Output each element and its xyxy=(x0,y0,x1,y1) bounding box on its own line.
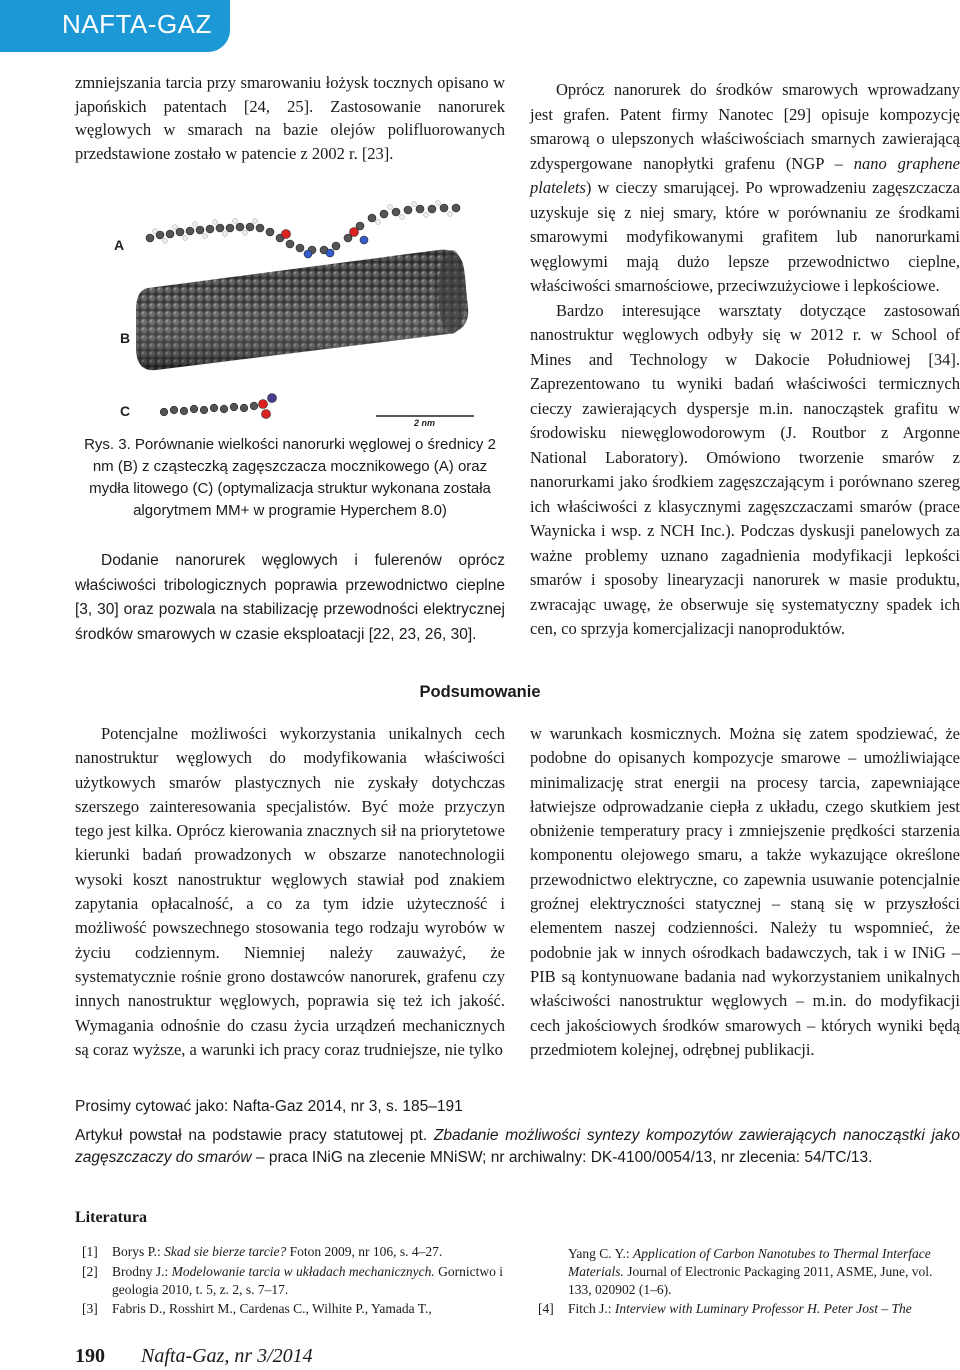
figure-label-c: C xyxy=(120,403,131,419)
figure-caption: Rys. 3. Porównanie wielkości nanorurki węglowej o średnicy 2 nm (B) z cząsteczką zagęszczacza mocznikowego (A) oraz mydła litowego (C) (optymalizacja struktur wykonana została algorytmem MM+ w programie Hyperchem 8.0) xyxy=(84,436,496,519)
right-top-column xyxy=(530,78,960,642)
article-basis-note: Artykuł powstał na podstawie pracy statutowej pt. Zbadanie możliwości syntezy kompozytów zawierających nanocząstki jako zagęszczaczy do smarów – praca INiG na zlecenie MNiSW; nr archiwalny: DK-4100/0054/13, nr zlecenia: 54/TC/13. xyxy=(75,1127,960,1166)
reference-item: [1] Borys P.: Skad sie bierze tarcie? Foton 2009, nr 106, s. 4–27. xyxy=(82,1244,443,1259)
reference-item: [4] Fitch J.: Interview with Luminary Professor H. Peter Jost – The xyxy=(538,1301,912,1316)
left-mid-column xyxy=(75,549,505,647)
summary-left-column xyxy=(75,722,505,1062)
reference-item: [2] Brodny J.: Modelowanie tarcia w układach mechanicznych. Gornictwo i geologia 2010, t. 5, z. 2, s. 7–17. xyxy=(82,1264,503,1297)
page-footer xyxy=(75,1345,313,1368)
footer-journal: Nafta-Gaz, nr 3/2014 xyxy=(141,1345,313,1367)
page-number: 190 xyxy=(75,1345,105,1367)
summary-right-paragraph: w warunkach kosmicznych. Można się zatem spodziewać, że podobne do opisanych kompozycje smarowe – umożliwiające minimalizację strat energii na procesy tarcia, zapewniające łatwiejsze odprowadzanie ciepła z układu, czego skutkiem jest obniżenie temperatury pracy i zmniejszenie prędkości starzenia komponentu olejowego smaru, a także wykazujące określone przewodnictwo elektryczne, co zapewnia usuwanie potencjalnie groźnej elektryczności statycznej – staną się w przyszłości elementem naszej codzienności. Należy tu wspomnieć, że podobnie jak w innych ośrodkach badawczych, tak i w INiG – PIB są kontynuowane badania nad wykorzystaniem unikalnych właściwości nanostruktur węglowych – m.in. do modyfikacji cech jakościowych środków smarowych – których wyniki będą przedmiotem kolejnej, odrębnej publikacji. xyxy=(530,724,960,1059)
right-paragraph-workshops: Bardzo interesujące warsztaty dotyczące zastosowań nanostruktur węglowych odbyły się w 2012 r. w School of Mines and Technology w Dakocie Południowej [34]. Zaprezentowano tu wyniki badań właściwości termicznych cieczy zawierających dyspersje m.in. nanocząstek grafitu w środowisku niewęglowodorowym (J. Routbor z Argonne National Laboratory). Omówiono tworzenie smarów z nanorurkami jako środkiem zagęszczającym i porównano szereg ich właściwości z klasycznymi zagęszczaczami smarów (prace Waynicka i wsp. z NCH Inc.). Podczas dyskusji panelowych za ważne problemy uznano zagadnienia modyfikacji lepkości smarów i sposoby linearyzacji nanorurek w masie produktu, zwracając uwagę, że obserwuje się systematyczny spadek ich cen, co sprzyja komercjalizacji nanoproduktów. xyxy=(530,300,960,638)
citation-line: Prosimy cytować jako: Nafta-Gaz 2014, nr 3, s. 185–191 xyxy=(75,1098,463,1115)
figure-label-b: B xyxy=(120,330,131,346)
journal-header-title: NAFTA-GAZ xyxy=(62,9,212,39)
summary-heading: Podsumowanie xyxy=(419,683,541,701)
reference-item-continued: Yang C. Y.: Application of Carbon Nanotubes to Thermal Interface Materials. Journal of Electronic Packaging 2011, ASME, June, vol. 133, 020902 (1–6). xyxy=(568,1246,933,1297)
reference-item: [3] Fabris D., Rosshirt M., Cardenas C., Wilhite P., Yamada T., xyxy=(82,1301,432,1316)
left-mid-paragraph: Dodanie nanorurek węglowych i fulerenów oprócz właściwości tribologicznych poprawia przewodnictwo cieplne [3, 30] oraz pozwala na stabilizację przewodności elektrycznej środków smarowych w czasie eksploatacji [22, 23, 26, 30]. xyxy=(75,552,505,643)
molecule-c-chain xyxy=(160,402,258,416)
right-paragraph-graphene: Oprócz nanorurek do środków smarowych wprowadzany jest grafen. Patent firmy Nanotec [29] opisuje kompozycję smarową o ulepszonych właściwościach smarnych zawierającą zdyspergowane nanopłytki grafenu (NGP – nano graphene platelets) w cieczy smarującej. Po wprowadzeniu zagęszczacza uzyskuje się z niej smary, które w porównaniu ze środkami smarowymi modyfikowanymi grafitem lub nanorurkami węglowymi mają dużo lepsze przewodnictwo cieplne, właściwości smarnościowe, przeciwzużyciowe i lepkościowe. xyxy=(530,80,960,295)
nanotube-figure xyxy=(108,198,480,430)
molecule-a-chain xyxy=(146,204,460,254)
literature-heading: Literatura xyxy=(75,1209,147,1226)
molecule-c-heteroatoms xyxy=(259,394,277,419)
summary-left-paragraph: Potencjalne możliwości wykorzystania unikalnych cech nanostruktur węglowych do modyfikowania właściwości użytkowych smarów plastycznych nie zyskały dotychczas szerszego zainteresowania specjalistów. Być może przyczyn tego jest kilka. Oprócz kierowania znacznych sił na priorytetowe kierunki badań prowadzonych w obszarze nanotechnologii wysoki koszt nanostruktur węglowych stawiał pod znakiem zapytania opłacalność, a co za tym idzie użyteczność i możliwość powszechnego stosowania tego rodzaju wyrobów w życiu codziennym. Niemniej należy zauważyć, że systematycznie rośnie grono dostawców nanorurek, grafenu czy innych nanostruktur węglowych, poprawia się też ich jakość. Wymagania odnośnie do czasu życia urządzeń mechanicznych są coraz wyższe, a warunki ich pracy coraz trudniejsze, nie tylko xyxy=(75,724,505,1059)
scale-bar-label: 2 nm xyxy=(414,418,436,428)
figure-label-a: A xyxy=(114,237,125,253)
left-intro-paragraph: zmniejszania tarcia przy smarowaniu łożysk tocznych opisano w japońskich patentach [24, 25]. Zastosowanie nanorurek węglowych w smarach na bazie olejów polifluorowanych przedstawione zostało w patencie z 2002 r. [23]. xyxy=(75,73,505,163)
summary-right-column xyxy=(530,722,960,1062)
nanotube-b xyxy=(136,250,468,371)
journal-header-banner xyxy=(0,0,230,52)
left-intro-column xyxy=(75,71,505,165)
